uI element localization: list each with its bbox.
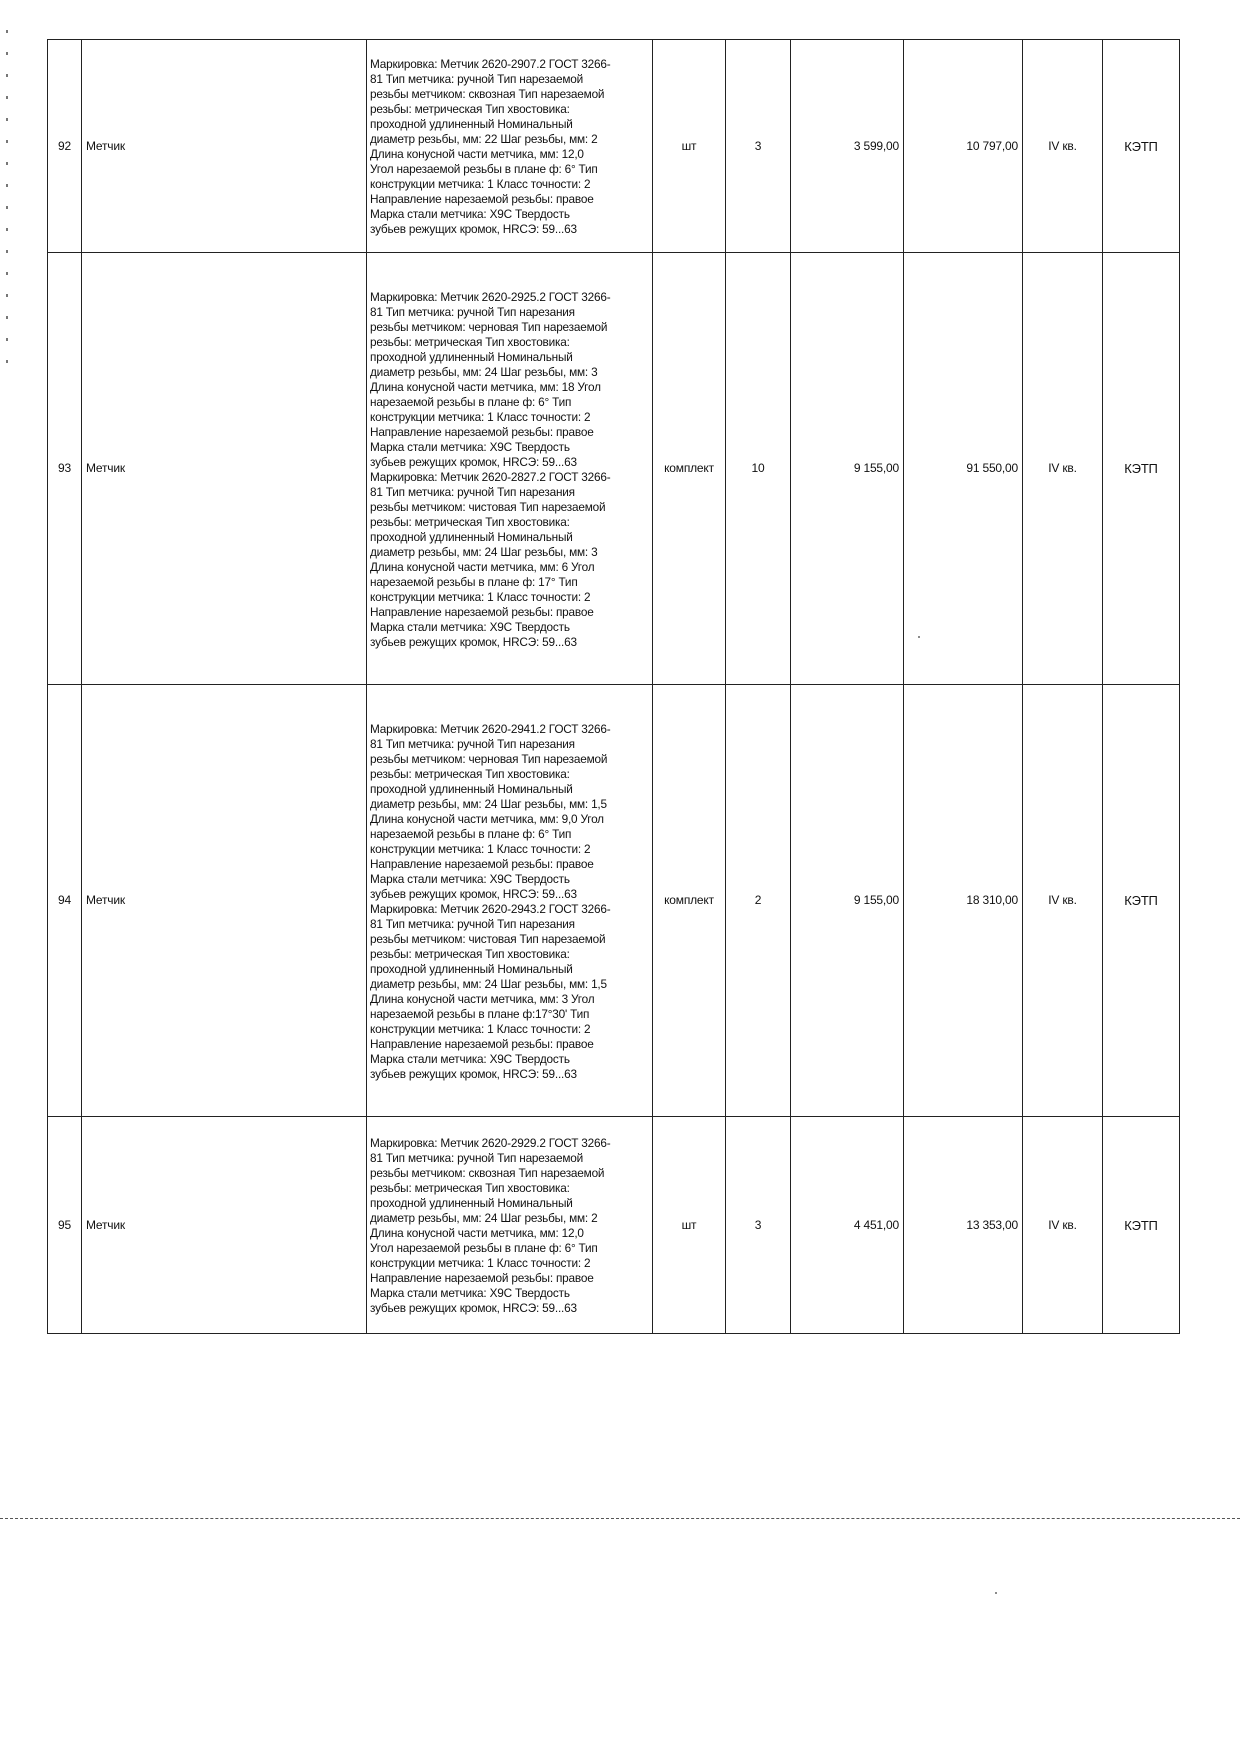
item-description: Маркировка: Метчик 2620-2929.2 ГОСТ 3266- 81 Тип метчика: ручной Тип нарезаемой резьбы метчиком: сквозная Тип нарезаемой резьбы: метрическая Тип хвостовика: проходной удлиненный Номинальный диаметр резьбы, мм: 24 Шаг резьбы, мм: 2 Длина конусной части метчика, мм: 12,0 Угол нарезаемой резьбы в плане ф: 6° Тип конструкции метчика: 1 Класс точности: 2 Направление нарезаемой резьбы: правое Марка стали метчика: Х9С Твердость зубьев режущих кромок, HRCЭ: 59...63 [367,1117,653,1334]
item-quantity: 3 [726,1117,791,1334]
item-quantity: 2 [726,685,791,1117]
scan-speck [995,1592,997,1594]
item-name: Метчик [82,1117,367,1334]
table-row [48,40,1180,253]
item-description: Маркировка: Метчик 2620-2925.2 ГОСТ 3266- 81 Тип метчика: ручной Тип нарезания резьбы метчиком: черновая Тип нарезаемой резьбы: метрическая Тип хвостовика: проходной удлиненный Номинальный диаметр резьбы, мм: 24 Шаг резьбы, мм: 3 Длина конусной части метчика, мм: 18 Угол нарезаемой резьбы в плане ф: 6° Тип конструкции метчика: 1 Класс точности: 2 Направление нарезаемой резьбы: правое Марка стали метчика: Х9С Твердость зубьев режущих кромок, HRCЭ: 59...63 Маркировка: Метчик 2620-2827.2 ГОСТ 3266- 81 Тип метчика: ручной Тип нарезания резьбы метчиком: чистовая Тип нарезаемой резьбы: метрическая Тип хвостовика: проходной удлиненный Номинальный диаметр резьбы, мм: 24 Шаг резьбы, мм: 3 Длина конусной части метчика, мм: 6 Угол нарезаемой резьбы в плане ф: 17° Тип конструкции метчика: 1 Класс точности: 2 Направление нарезаемой резьбы: правое Марка стали метчика: Х9С Твердость зубьев режущих кромок, HRCЭ: 59...63 [367,253,653,685]
item-price: 9 155,00 [791,685,904,1117]
item-unit: шт [653,40,726,253]
item-price: 3 599,00 [791,40,904,253]
item-total: 10 797,00 [904,40,1023,253]
table-row [48,253,1180,685]
delivery-quarter: IV кв. [1023,253,1103,685]
item-quantity: 10 [726,253,791,685]
item-description: Маркировка: Метчик 2620-2941.2 ГОСТ 3266- 81 Тип метчика: ручной Тип нарезания резьбы метчиком: черновая Тип нарезаемой резьбы: метрическая Тип хвостовика: проходной удлиненный Номинальный диаметр резьбы, мм: 24 Шаг резьбы, мм: 1,5 Длина конусной части метчика, мм: 9,0 Угол нарезаемой резьбы в плане ф: 6° Тип конструкции метчика: 1 Класс точности: 2 Направление нарезаемой резьбы: правое Марка стали метчика: Х9С Твердость зубьев режущих кромок, HRCЭ: 59...63 Маркировка: Метчик 2620-2943.2 ГОСТ 3266- 81 Тип метчика: ручной Тип нарезания резьбы метчиком: чистовая Тип нарезаемой резьбы: метрическая Тип хвостовика: проходной удлиненный Номинальный диаметр резьбы, мм: 24 Шаг резьбы, мм: 1,5 Длина конусной части метчика, мм: 3 Угол нарезаемой резьбы в плане ф:17°30' Тип конструкции метчика: 1 Класс точности: 2 Направление нарезаемой резьбы: правое Марка стали метчика: Х9С Твердость зубьев режущих кромок, HRCЭ: 59...63 [367,685,653,1117]
supplier: КЭТП [1103,685,1180,1117]
item-unit: шт [653,1117,726,1334]
item-name: Метчик [82,685,367,1117]
procurement-table [47,39,1180,1334]
margin-tick-marks [6,30,8,380]
item-quantity: 3 [726,40,791,253]
delivery-quarter: IV кв. [1023,40,1103,253]
item-price: 4 451,00 [791,1117,904,1334]
item-name: Метчик [82,40,367,253]
row-number: 92 [48,40,82,253]
delivery-quarter: IV кв. [1023,1117,1103,1334]
table-row [48,1117,1180,1334]
item-name: Метчик [82,253,367,685]
dashed-cut-line [0,1518,1240,1519]
item-price: 9 155,00 [791,253,904,685]
row-number: 94 [48,685,82,1117]
supplier: КЭТП [1103,253,1180,685]
item-total: 91 550,00 [904,253,1023,685]
supplier: КЭТП [1103,40,1180,253]
item-total: 18 310,00 [904,685,1023,1117]
table-row [48,685,1180,1117]
row-number: 93 [48,253,82,685]
item-unit: комплект [653,685,726,1117]
item-unit: комплект [653,253,726,685]
delivery-quarter: IV кв. [1023,685,1103,1117]
item-total: 13 353,00 [904,1117,1023,1334]
supplier: КЭТП [1103,1117,1180,1334]
row-number: 95 [48,1117,82,1334]
scan-speck [918,636,920,638]
item-description: Маркировка: Метчик 2620-2907.2 ГОСТ 3266- 81 Тип метчика: ручной Тип нарезаемой резьбы метчиком: сквозная Тип нарезаемой резьбы: метрическая Тип хвостовика: проходной удлиненный Номинальный диаметр резьбы, мм: 22 Шаг резьбы, мм: 2 Длина конусной части метчика, мм: 12,0 Угол нарезаемой резьбы в плане ф: 6° Тип конструкции метчика: 1 Класс точности: 2 Направление нарезаемой резьбы: правое Марка стали метчика: Х9С Твердость зубьев режущих кромок, HRCЭ: 59...63 [367,40,653,253]
